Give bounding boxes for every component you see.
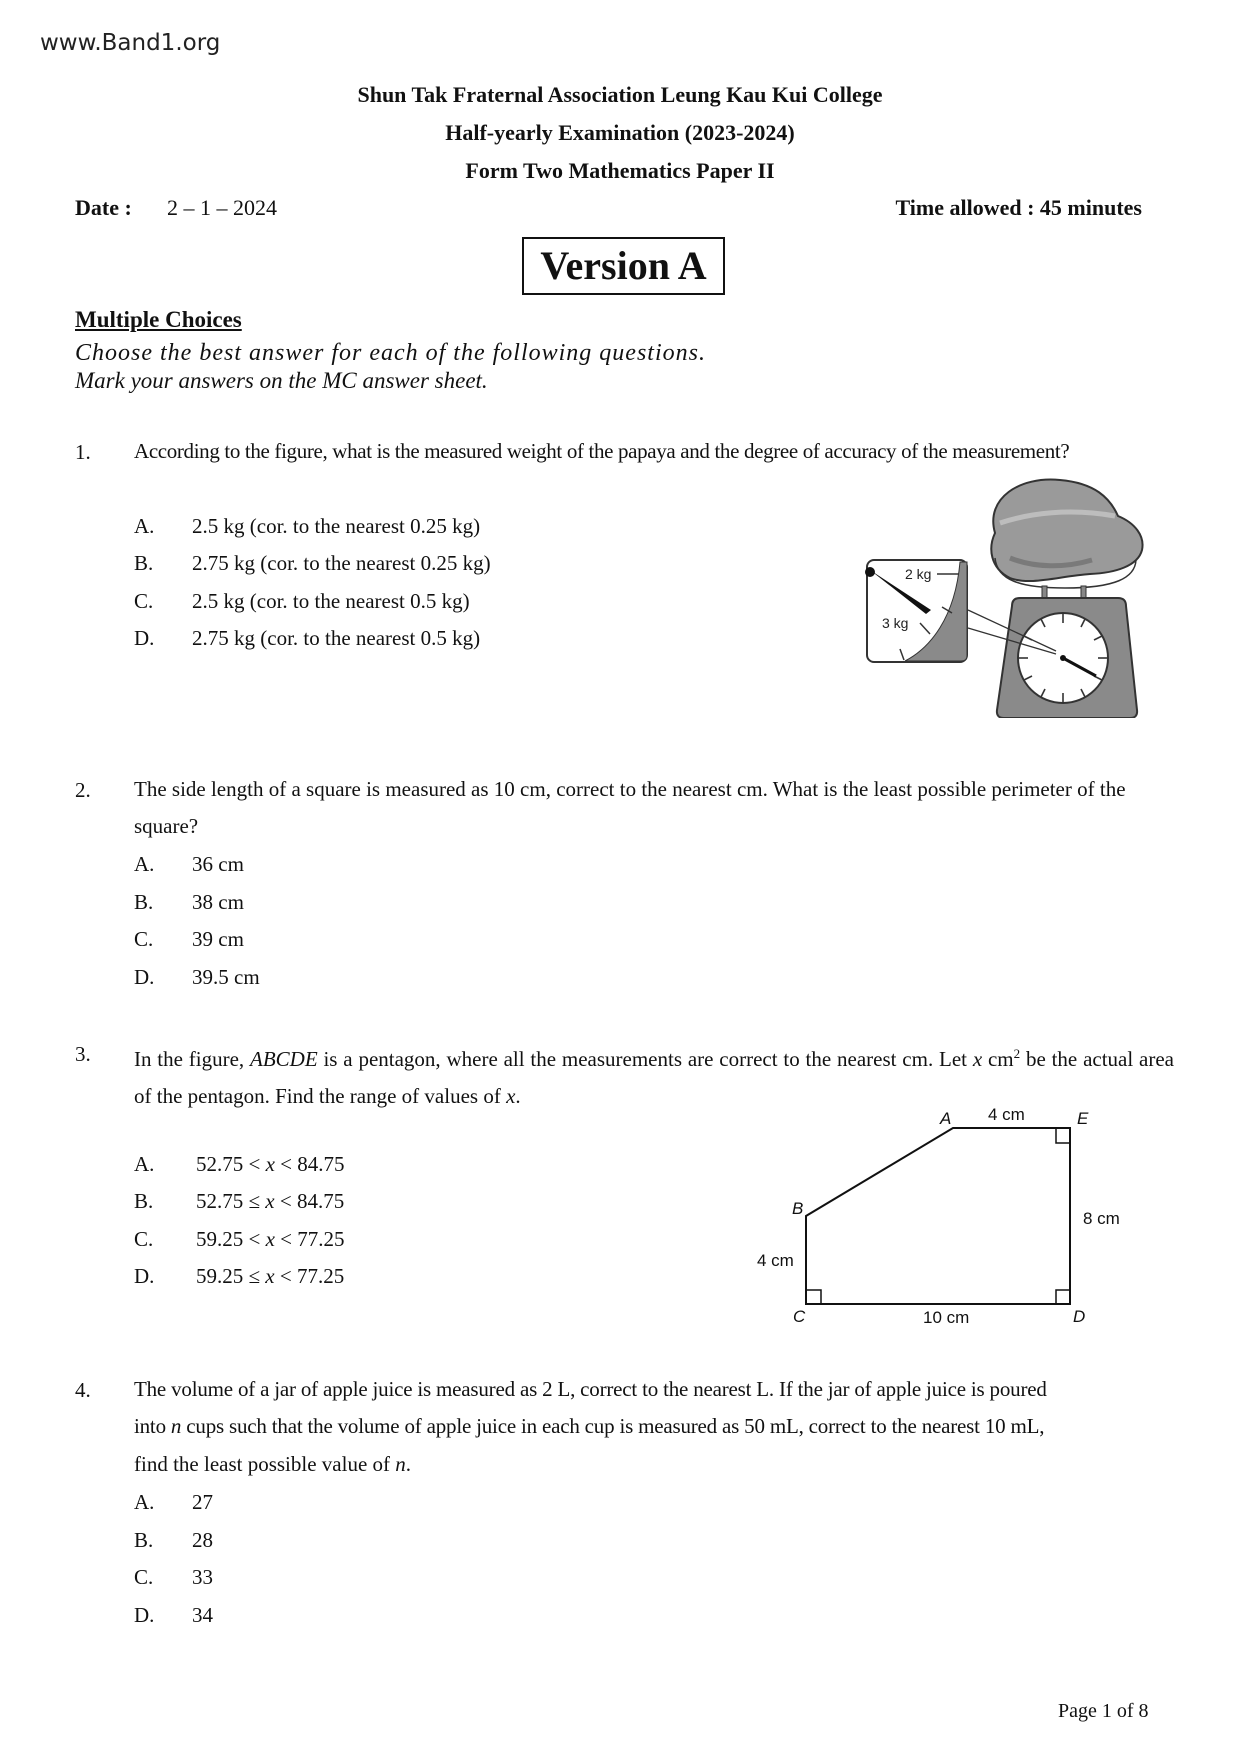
- exam-title: Half-yearly Examination (2023-2024): [445, 120, 795, 145]
- weighing-scale-icon: [860, 468, 1160, 718]
- option-letter: B.: [134, 551, 154, 575]
- option-letter: C.: [134, 1565, 154, 1589]
- option-letter: C.: [134, 1227, 154, 1251]
- question-number: 3.: [75, 1042, 91, 1066]
- question-text-line-2: into n cups such that the volume of apple juice in each cup is measured as 50 mL, correct to the nearest 10 mL,: [134, 1414, 1045, 1438]
- question-number: 2.: [75, 778, 91, 802]
- label-3kg: 3 kg: [882, 615, 909, 631]
- option-c[interactable]: 2.5 kg (cor. to the nearest 0.5 kg): [192, 589, 470, 613]
- option-d[interactable]: 34: [192, 1603, 213, 1627]
- option-letter: B.: [134, 1528, 154, 1552]
- date-value: 2 – 1 – 2024: [167, 195, 277, 220]
- length-ed-label: 8 cm: [1083, 1209, 1120, 1228]
- option-c[interactable]: 33: [192, 1565, 213, 1589]
- instruction-line-1: Choose the best answer for each of the following questions.: [75, 340, 706, 366]
- option-b[interactable]: 2.75 kg (cor. to the nearest 0.25 kg): [192, 551, 491, 575]
- option-d[interactable]: 2.75 kg (cor. to the nearest 0.5 kg): [192, 626, 481, 650]
- question-text-line-1: The volume of a jar of apple juice is measured as 2 L, correct to the nearest L. If the jar of apple juice is poured: [134, 1377, 1047, 1401]
- option-b[interactable]: 52.75 ≤ x < 84.75: [196, 1189, 345, 1213]
- question-text: According to the figure, what is the measured weight of the papaya and the degree of accuracy of the measurement?: [134, 439, 1070, 463]
- vertex-b-label: B: [792, 1199, 804, 1218]
- option-d[interactable]: 59.25 ≤ x < 77.25: [196, 1264, 345, 1288]
- page-number: Page 1 of 8: [1058, 1700, 1149, 1722]
- option-a[interactable]: 27: [192, 1490, 213, 1514]
- option-letter: A.: [134, 852, 155, 876]
- option-b[interactable]: 28: [192, 1528, 213, 1552]
- question-text: The side length of a square is measured as 10 cm, correct to the nearest cm. What is the least possible perimeter of the square?: [134, 777, 1126, 838]
- length-ae-label: 4 cm: [988, 1105, 1025, 1124]
- option-b[interactable]: 38 cm: [192, 890, 244, 914]
- vertex-e-label: E: [1077, 1109, 1089, 1128]
- option-letter: B.: [134, 890, 154, 914]
- option-letter: C.: [134, 589, 154, 613]
- version-badge: Version A: [522, 237, 725, 295]
- length-bc-label: 4 cm: [757, 1251, 794, 1270]
- school-name: Shun Tak Fraternal Association Leung Kau Kui College: [357, 82, 883, 107]
- option-letter: B.: [134, 1189, 154, 1213]
- option-letter: D.: [134, 1264, 155, 1288]
- option-d[interactable]: 39.5 cm: [192, 965, 260, 989]
- option-a[interactable]: 36 cm: [192, 852, 244, 876]
- option-c[interactable]: 59.25 < x < 77.25: [196, 1227, 345, 1251]
- option-letter: A.: [134, 514, 155, 538]
- scale-figure: [860, 468, 1160, 718]
- pentagon-figure: [740, 1100, 1140, 1340]
- option-letter: D.: [134, 626, 155, 650]
- length-cd-label: 10 cm: [923, 1308, 970, 1327]
- option-letter: A.: [134, 1490, 155, 1514]
- vertex-a-label: A: [940, 1109, 952, 1128]
- question-number: 1.: [75, 440, 91, 464]
- instruction-line-2: Mark your answers on the MC answer sheet.: [75, 368, 488, 393]
- option-letter: A.: [134, 1152, 155, 1176]
- question-text: In the figure, ABCDE is a pentagon, where all the measurements are correct to the nearest cm. Let x $cm^2$ be the actual area of the pentagon. Find the range of values of x.: [134, 1046, 1174, 1108]
- watermark-url: www.Band1.org: [40, 30, 221, 56]
- option-c[interactable]: 39 cm: [192, 927, 244, 951]
- option-letter: C.: [134, 927, 154, 951]
- question-text-line-3: find the least possible value of n.: [134, 1452, 412, 1476]
- section-title: Multiple Choices: [75, 307, 242, 332]
- option-a[interactable]: 52.75 < x < 84.75: [196, 1152, 345, 1176]
- date-label: Date :: [75, 195, 132, 220]
- option-letter: D.: [134, 1603, 155, 1627]
- option-letter: D.: [134, 965, 155, 989]
- time-allowed: Time allowed : 45 minutes: [895, 195, 1142, 220]
- vertex-c-label: C: [793, 1307, 806, 1326]
- pentagon-diagram-icon: [740, 1100, 1140, 1340]
- paper-title: Form Two Mathematics Paper II: [465, 158, 775, 183]
- vertex-d-label: D: [1073, 1307, 1086, 1326]
- label-2kg: 2 kg: [905, 566, 932, 582]
- option-a[interactable]: 2.5 kg (cor. to the nearest 0.25 kg): [192, 514, 481, 538]
- question-number: 4.: [75, 1378, 91, 1402]
